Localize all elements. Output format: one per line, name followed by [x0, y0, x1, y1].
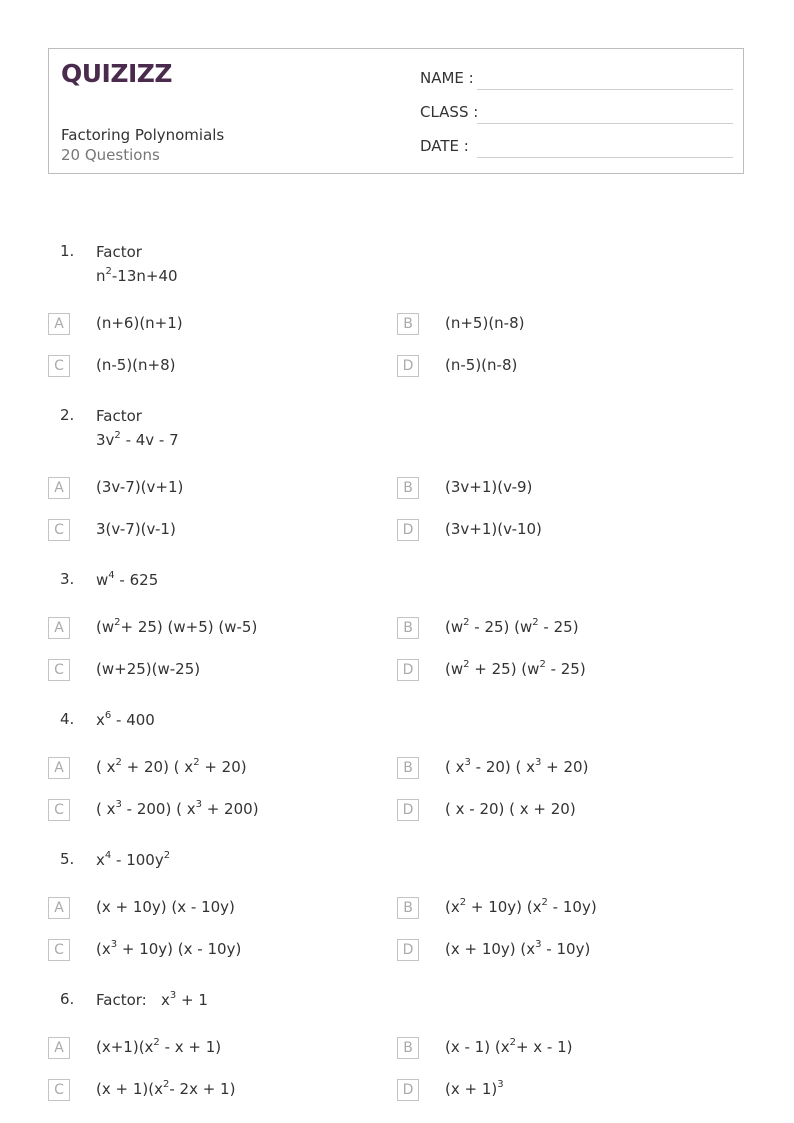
option-text[interactable]: (n+5)(n-8): [445, 314, 525, 332]
question-prompt: $x^4 - 100y^2$: [96, 850, 171, 869]
class-field[interactable]: [477, 123, 733, 124]
option-letter-a[interactable]: A: [48, 897, 70, 919]
option-text[interactable]: (3v-7)(v+1): [96, 478, 184, 496]
option-text[interactable]: $(w^2+ 25)$ (w+5) (w-5): [96, 617, 258, 636]
option-letter-a[interactable]: A: [48, 617, 70, 639]
question-number: 5.: [60, 850, 75, 868]
option-letter-c[interactable]: C: [48, 799, 70, 821]
class-label: CLASS :: [420, 103, 479, 121]
question-prompt: $x^6 - 400$: [96, 710, 155, 729]
worksheet-title: Factoring Polynomials: [61, 126, 225, 144]
option-letter-b[interactable]: B: [397, 313, 419, 335]
option-letter-b[interactable]: B: [397, 1037, 419, 1059]
question-prompt: Factor $3v^2 - 4v - 7$: [96, 407, 179, 449]
option-letter-c[interactable]: C: [48, 939, 70, 961]
option-letter-a[interactable]: A: [48, 1037, 70, 1059]
question-prompt: $w^4 - 625$: [96, 570, 159, 589]
option-text[interactable]: (w+25)(w-25): [96, 660, 201, 678]
option-text[interactable]: $(x + 1)^3$: [445, 1079, 504, 1098]
option-text[interactable]: (n-5)(n+8): [96, 356, 176, 374]
option-letter-d[interactable]: D: [397, 355, 419, 377]
quizizz-logo: QUIZIZZ: [61, 59, 173, 88]
option-letter-c[interactable]: C: [48, 355, 70, 377]
option-text[interactable]: (x - 1) $(x^2+ x - 1)$: [445, 1037, 573, 1056]
option-text[interactable]: (3v+1)(v-10): [445, 520, 542, 538]
option-text[interactable]: $(x^2 + 10y)$ $(x^2 - 10y)$: [445, 897, 597, 916]
option-text[interactable]: (n+6)(n+1): [96, 314, 183, 332]
option-text[interactable]: $(x + 1)(x^2-$ 2x + 1): [96, 1079, 236, 1098]
question-count: 20 Questions: [61, 146, 160, 164]
question-prompt: Factor $n^2-13n+40$: [96, 243, 178, 285]
question-number: 2.: [60, 406, 75, 424]
option-text[interactable]: $(w^2 - 25)$ $(w^2 - 25)$: [445, 617, 579, 636]
date-field[interactable]: [477, 157, 733, 158]
worksheet-header: [48, 48, 744, 174]
option-letter-b[interactable]: B: [397, 617, 419, 639]
question-number: 1.: [60, 242, 75, 260]
option-letter-c[interactable]: C: [48, 659, 70, 681]
option-text[interactable]: $(w^2 + 25)$ $(w^2 - 25)$: [445, 659, 586, 678]
option-letter-a[interactable]: A: [48, 313, 70, 335]
option-letter-b[interactable]: B: [397, 477, 419, 499]
option-text[interactable]: (x + 10y) $(x^3 - 10y)$: [445, 939, 591, 958]
option-letter-a[interactable]: A: [48, 477, 70, 499]
option-letter-d[interactable]: D: [397, 939, 419, 961]
option-letter-c[interactable]: C: [48, 519, 70, 541]
option-text[interactable]: $(x+1)(x^2 - x + 1)$: [96, 1037, 222, 1056]
option-letter-a[interactable]: A: [48, 757, 70, 779]
option-letter-c[interactable]: C: [48, 1079, 70, 1101]
option-letter-b[interactable]: B: [397, 897, 419, 919]
option-text[interactable]: ( $x^3 - 200$) ( $x^3 + 200$): [96, 799, 259, 818]
option-text[interactable]: (3v+1)(v-9): [445, 478, 533, 496]
question-number: 3.: [60, 570, 75, 588]
question-number: 6.: [60, 990, 75, 1008]
question-prompt: Factor: $x^3 + 1$: [96, 990, 208, 1009]
name-field[interactable]: [477, 89, 733, 90]
option-text[interactable]: (n-5)(n-8): [445, 356, 518, 374]
option-letter-d[interactable]: D: [397, 659, 419, 681]
option-text[interactable]: (x + 10y) (x - 10y): [96, 898, 235, 916]
option-text[interactable]: ( $x^2 + 20$) ( $x^2 + 20$): [96, 757, 247, 776]
option-text[interactable]: 3(v-7)(v-1): [96, 520, 176, 538]
option-letter-d[interactable]: D: [397, 519, 419, 541]
date-label: DATE :: [420, 137, 469, 155]
option-letter-d[interactable]: D: [397, 799, 419, 821]
option-text[interactable]: $(x^3 + 10y)$ (x - 10y): [96, 939, 242, 958]
option-text[interactable]: ( $x^3 - 20$) ( $x^3 + 20$): [445, 757, 589, 776]
question-number: 4.: [60, 710, 75, 728]
option-letter-d[interactable]: D: [397, 1079, 419, 1101]
option-letter-b[interactable]: B: [397, 757, 419, 779]
option-text[interactable]: ( x - 20) ( x + 20): [445, 800, 576, 818]
name-label: NAME :: [420, 69, 474, 87]
